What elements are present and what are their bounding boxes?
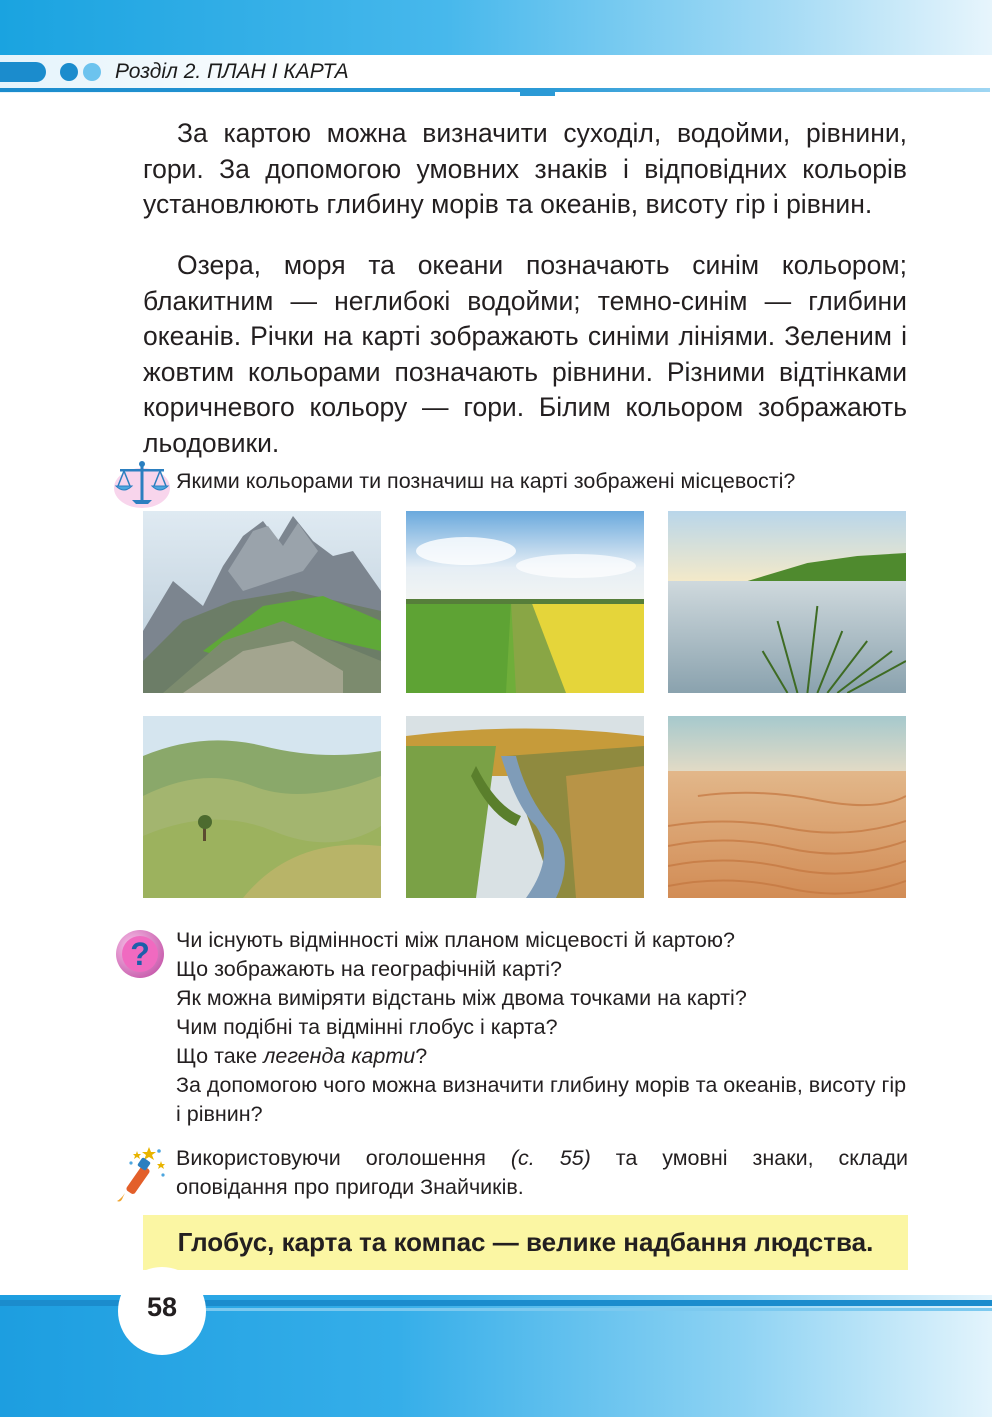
scales-icon	[112, 458, 172, 510]
header-divider	[0, 88, 990, 92]
desert-photo	[668, 716, 907, 898]
paragraph-1: За картою можна визначити суходіл, водойми, рівнини, гори. За допомогою умовних знаків і відповідних кольорів установлюють глибину морів та океанів, висоту гір і рівнин.	[143, 118, 907, 220]
question-mark-icon	[114, 928, 166, 980]
page-number: 58	[146, 1292, 178, 1322]
question-item: Що зображають на географічній карті?	[176, 957, 562, 981]
mountains-photo	[143, 511, 381, 693]
river-valley-photo	[406, 716, 644, 898]
header-dot-decoration	[83, 63, 101, 81]
task-line-1	[176, 1144, 908, 1173]
paragraph-2: Озера, моря та океани позначають синім кольором; блакитним — неглибокі водойми; темно-синім — глибини океанів. Річки на карті зображають синіми лініями. Зеленим і жовтим кольорами позначають рівнини. Різними відтінками коричневого кольору — гори. Білим кольором зображають льодовики.	[143, 250, 907, 458]
question-item-text: Що таке	[176, 1044, 264, 1068]
page-reference: (с. 55)	[510, 1146, 591, 1170]
question-item: За допомогою чого можна визначити глибину морів та океанів, висоту гір і рівнин?	[176, 1073, 907, 1126]
prompt-text: Якими кольорами ти позначиш на карті зображені місцевості?	[176, 469, 796, 493]
task-text	[176, 1144, 908, 1202]
motto-text: Глобус, карта та компас — велике надбання людства.	[177, 1227, 874, 1257]
footer-divider-accent	[205, 1308, 992, 1311]
plain-field-photo	[406, 511, 644, 693]
question-item: Чим подібні та відмінні глобус і карта?	[176, 1015, 558, 1039]
section-title: Розділ 2. ПЛАН І КАРТА	[115, 60, 349, 83]
svg-text:?: ?	[130, 936, 150, 972]
magic-brush-icon	[115, 1145, 167, 1203]
questions-list	[176, 926, 908, 1129]
header-bar-decoration	[0, 62, 46, 82]
task-line-2: оповідання про пригоди Знайчиків.	[176, 1175, 524, 1199]
motto-box	[143, 1215, 908, 1270]
question-item: Як можна виміряти відстань між двома точками на карті?	[176, 986, 747, 1010]
header-divider-accent	[520, 92, 555, 96]
task-text-part: Використовуючи оголошення	[176, 1146, 511, 1170]
hills-photo	[143, 716, 381, 898]
question-item: Чи існують відмінності між планом місцевості й картою?	[176, 928, 735, 952]
task-text-part: та умовні знаки, склади	[590, 1146, 909, 1170]
header-dot-decoration	[60, 63, 78, 81]
lake-photo	[668, 511, 907, 693]
legend-term: легенда карти	[263, 1044, 416, 1068]
question-item-text: ?	[415, 1044, 428, 1068]
question-item	[176, 1042, 908, 1071]
